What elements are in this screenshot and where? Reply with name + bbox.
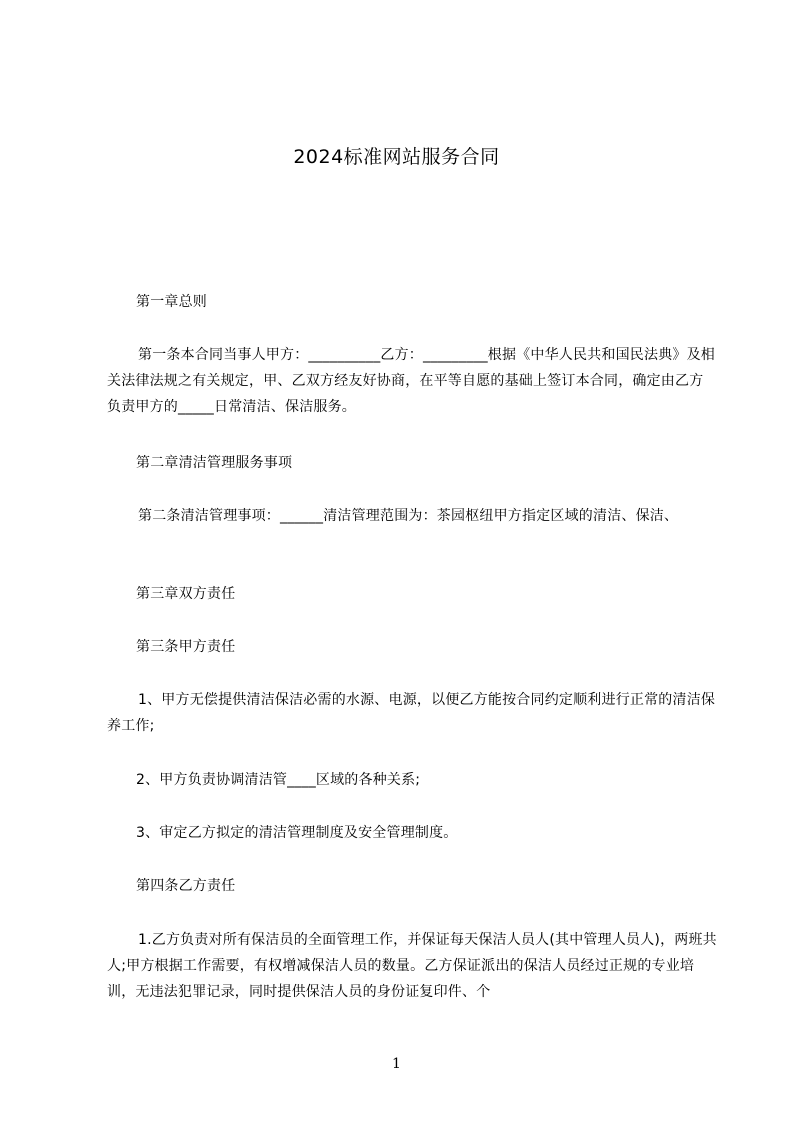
- article-3-item-1: 1、甲方无偿提供清洁保洁必需的水源、电源，以便乙方能按合同约定顺利进行正常的清洁保养工作;: [107, 692, 716, 734]
- article-2-text: 第二条清洁管理事项：______清洁管理范围为：茶园枢纽甲方指定区域的清洁、保洁、: [138, 508, 679, 524]
- chapter-1-heading: 第一章总则: [136, 294, 207, 310]
- article-4-item-1: 1.乙方负责对所有保洁员的全面管理工作，并保证每天保洁人员人(其中管理人员人)，两班共人;甲方根据工作需要，有权增减保洁人员的数量。乙方保证派出的保洁人员经过正规的专业培训，无违法犯罪记录，同时提供保洁人员的身份证复印件、个: [107, 932, 717, 1000]
- article-4-heading: 第四条乙方责任: [136, 878, 236, 894]
- chapter-3-heading: 第三章双方责任: [136, 586, 236, 602]
- document-title: 2024标准网站服务合同: [293, 146, 500, 168]
- chapter-2-heading: 第二章清洁管理服务事项: [136, 455, 293, 471]
- article-1-text: 第一条本合同当事人甲方：__________乙方：_________根据《中华人民共和国民法典》及相关法律法规之有关规定，甲、乙双方经友好协商，在平等自愿的基础上签订本合同，确定由乙方负责甲方的_____日常清洁、保洁服务。: [107, 347, 715, 415]
- article-3-item-3: 3、审定乙方拟定的清洁管理制度及安全管理制度。: [136, 825, 458, 841]
- page-number: 1: [392, 1056, 401, 1072]
- article-3-item-2: 2、甲方负责协调清洁管____区域的各种关系;: [136, 772, 421, 788]
- article-3-heading: 第三条甲方责任: [136, 639, 236, 655]
